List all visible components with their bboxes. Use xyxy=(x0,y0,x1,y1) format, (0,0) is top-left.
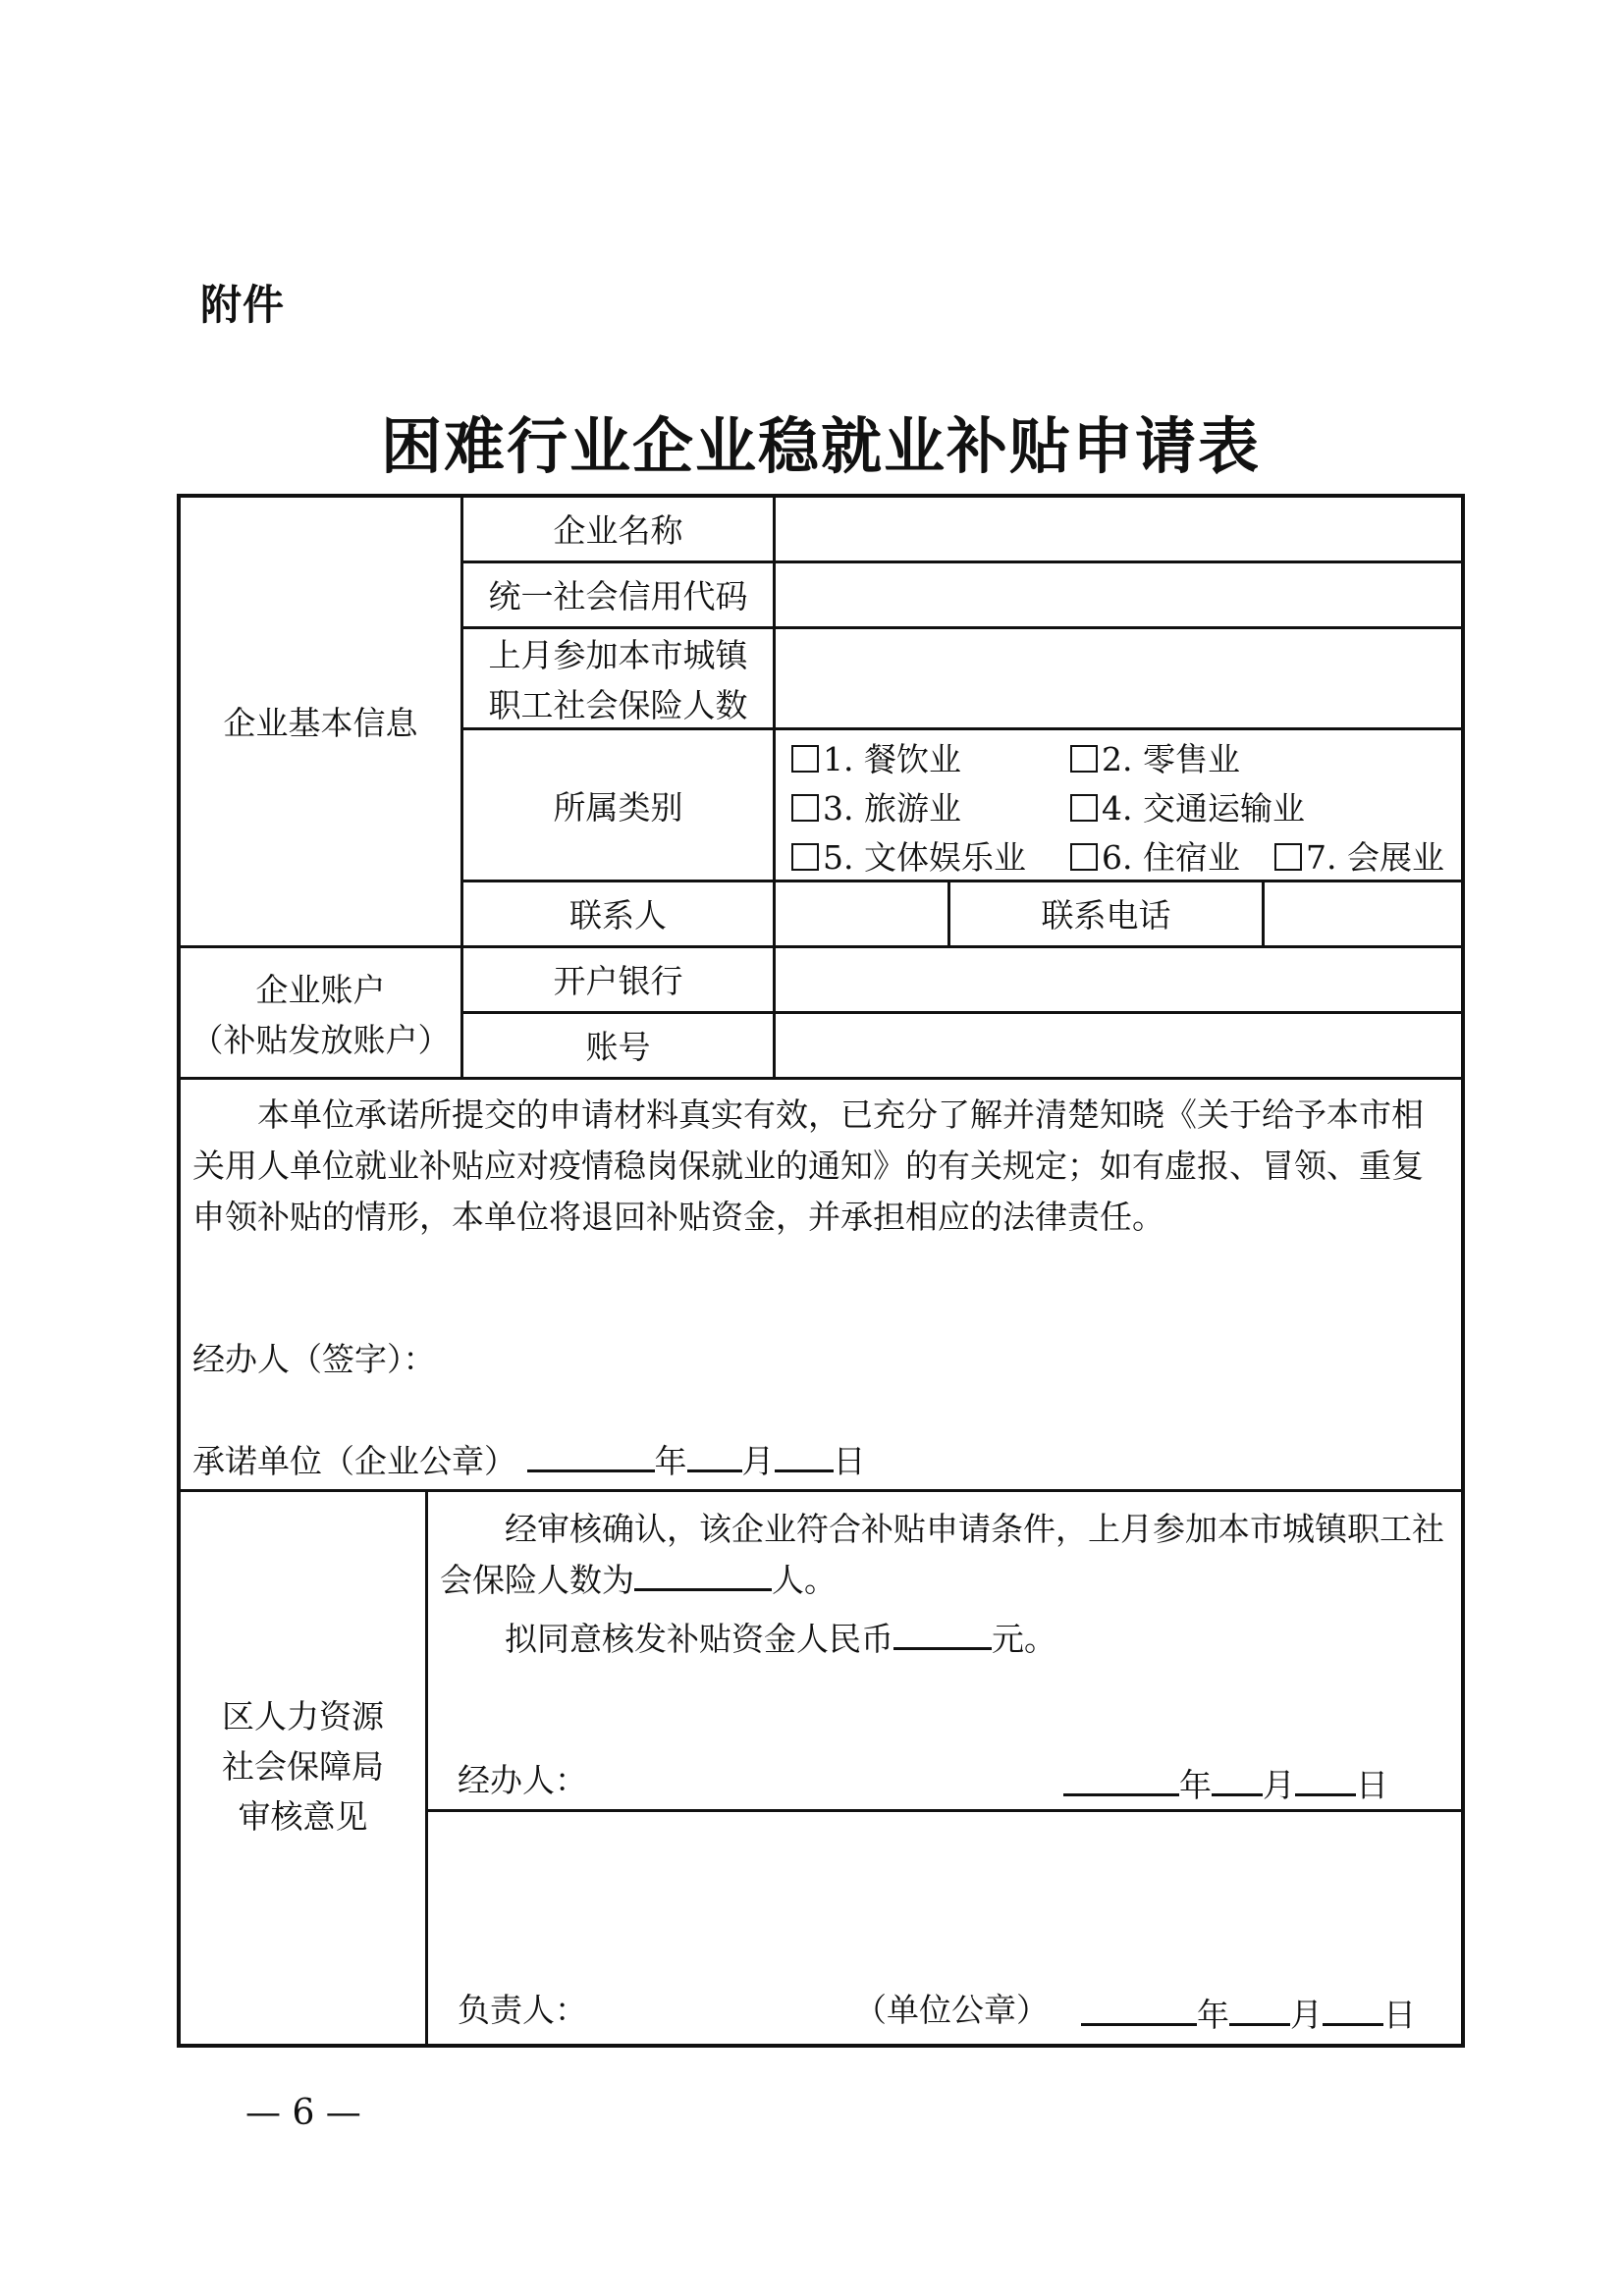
checkbox[interactable] xyxy=(1070,843,1098,871)
bank-label: 开户银行 xyxy=(553,962,683,1000)
checkbox[interactable] xyxy=(1070,745,1098,773)
review-section-label-line3: 审核意见 xyxy=(238,1797,368,1836)
page-number: — 6 — xyxy=(245,2093,361,2133)
account-section-label-line2: （补贴发放账户） xyxy=(190,1021,451,1059)
checkbox[interactable] xyxy=(1070,794,1098,822)
bank-field[interactable] xyxy=(776,948,1461,1011)
handler-sign-label: 经办人（签字）： xyxy=(192,1340,436,1378)
date-day-blank[interactable] xyxy=(1323,1994,1383,2026)
page-title: 困难行业企业稳就业补贴申请表 xyxy=(380,410,1261,482)
category-option[interactable]: 2. 零售业 xyxy=(1070,743,1240,775)
credit-code-field[interactable] xyxy=(776,563,1461,626)
category-label: 所属类别 xyxy=(553,788,683,827)
account-section-label-line1: 企业账户 xyxy=(255,971,386,1009)
checkbox[interactable] xyxy=(791,745,819,773)
category-option[interactable]: 1. 餐饮业 xyxy=(791,743,961,775)
category-option[interactable]: 3. 旅游业 xyxy=(791,792,961,825)
date-year-blank[interactable] xyxy=(527,1440,655,1472)
review-paragraph: 经审核确认，该企业符合补贴申请条件，上月参加本市城镇职工社会保险人数为 人。 xyxy=(440,1510,1444,1599)
review-handler-date: 年 月 日 xyxy=(1063,1764,1388,1801)
date-day-blank[interactable] xyxy=(1295,1764,1356,1796)
responsible-label: 负责人： xyxy=(458,1991,587,2029)
checkbox[interactable] xyxy=(791,843,819,871)
attachment-label: 附件 xyxy=(200,281,286,329)
basic-info-section-label: 企业基本信息 xyxy=(223,704,418,742)
company-name-field[interactable] xyxy=(776,498,1461,561)
review-section-label-line2: 社会保障局 xyxy=(222,1747,384,1786)
date-year-blank[interactable] xyxy=(1081,1994,1197,2026)
commitment-paragraph: 本单位承诺所提交的申请材料真实有效，已充分了解并清楚知晓《关于给予本市相关用人单位就业补贴应对疫情稳岗保就业的通知》的有关规定；如有虚报、冒领、重复申领补贴的情形，本单位将退回补贴资金，并承担相应的法律责任。 xyxy=(192,1095,1424,1236)
category-option[interactable]: 4. 交通运输业 xyxy=(1070,792,1305,825)
review-handler-label: 经办人： xyxy=(458,1761,587,1799)
contact-label: 联系人 xyxy=(569,896,667,934)
responsible-date: 年 月 日 xyxy=(1081,1994,1416,2031)
divider-h xyxy=(177,1489,1465,1492)
date-day-blank[interactable] xyxy=(775,1440,834,1472)
divider-h xyxy=(177,1077,1465,1080)
date-month-blank[interactable] xyxy=(1229,1994,1290,2026)
checkbox[interactable] xyxy=(1274,843,1302,871)
review-section-label-line1: 区人力资源 xyxy=(222,1697,384,1735)
divider-h xyxy=(425,1809,1465,1812)
insured-count-blank[interactable] xyxy=(634,1559,772,1591)
contact-field[interactable] xyxy=(776,882,947,945)
amount-blank[interactable] xyxy=(893,1618,992,1650)
insured-count-field[interactable] xyxy=(776,629,1461,727)
checkbox[interactable] xyxy=(791,794,819,822)
commitment-unit-label: 承诺单位（企业公章） xyxy=(192,1442,516,1480)
company-name-label: 企业名称 xyxy=(553,511,683,550)
category-option[interactable]: 7. 会展业 xyxy=(1274,841,1444,874)
divider-h xyxy=(460,727,1465,730)
date-month-blank[interactable] xyxy=(1212,1764,1263,1796)
commitment-signature-line: 承诺单位（企业公章） 年 月 日 xyxy=(192,1442,866,1480)
review-amount-line: 拟同意核发补贴资金人民币 元。 xyxy=(505,1620,1056,1658)
date-month-blank[interactable] xyxy=(687,1440,742,1472)
category-option[interactable]: 6. 住宿业 xyxy=(1070,841,1240,874)
unit-seal-label: （单位公章） xyxy=(854,1991,1049,2029)
insured-count-label-line1: 上月参加本市城镇 xyxy=(488,636,748,674)
phone-label: 联系电话 xyxy=(1041,896,1171,934)
account-no-field[interactable] xyxy=(776,1014,1461,1077)
phone-field[interactable] xyxy=(1265,882,1461,945)
date-year-blank[interactable] xyxy=(1063,1764,1179,1796)
divider-v xyxy=(425,1491,428,2048)
insured-count-label-line2: 职工社会保险人数 xyxy=(488,686,748,724)
category-option[interactable]: 5. 文体娱乐业 xyxy=(791,841,1026,874)
credit-code-label: 统一社会信用代码 xyxy=(488,577,748,615)
table-border-bottom xyxy=(177,2044,1465,2048)
account-no-label: 账号 xyxy=(585,1028,651,1066)
